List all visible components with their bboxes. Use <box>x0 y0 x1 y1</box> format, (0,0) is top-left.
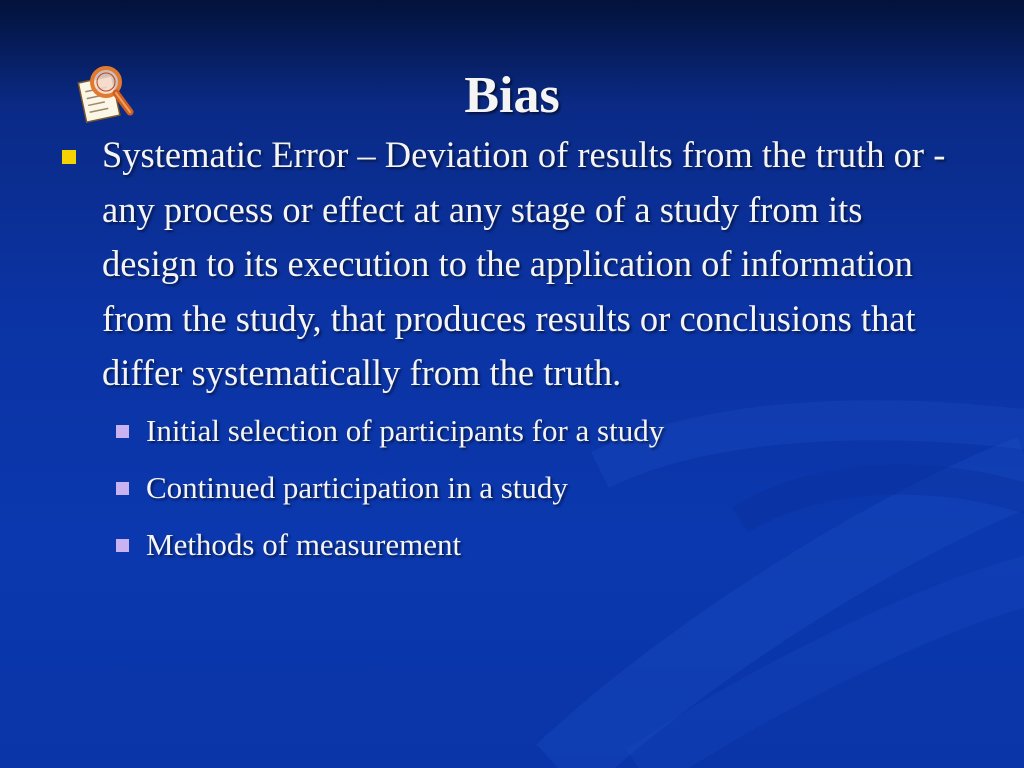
sub-bullet-text: Methods of measurement <box>146 526 462 562</box>
sub-bullet-text: Continued participation in a study <box>146 469 568 505</box>
main-bullet-item <box>62 128 962 401</box>
slide-content <box>62 128 962 582</box>
sub-bullet-item <box>116 525 962 582</box>
sub-bullet-item <box>116 411 962 468</box>
main-bullet-text: Systematic Error – Deviation of results from the truth or - any process or effect at any stage of a study from its design to its execution to the application of information from the study, that produces results or conclusions that differ systematically from the truth. <box>102 134 946 393</box>
slide-title: Bias <box>464 67 560 124</box>
square-bullet-icon <box>116 425 129 438</box>
square-bullet-icon <box>116 539 129 552</box>
square-bullet-icon <box>62 150 76 164</box>
sub-bullet-list <box>116 411 962 582</box>
square-bullet-icon <box>116 482 129 495</box>
sub-bullet-item <box>116 468 962 525</box>
sub-bullet-text: Initial selection of participants for a study <box>146 412 665 448</box>
